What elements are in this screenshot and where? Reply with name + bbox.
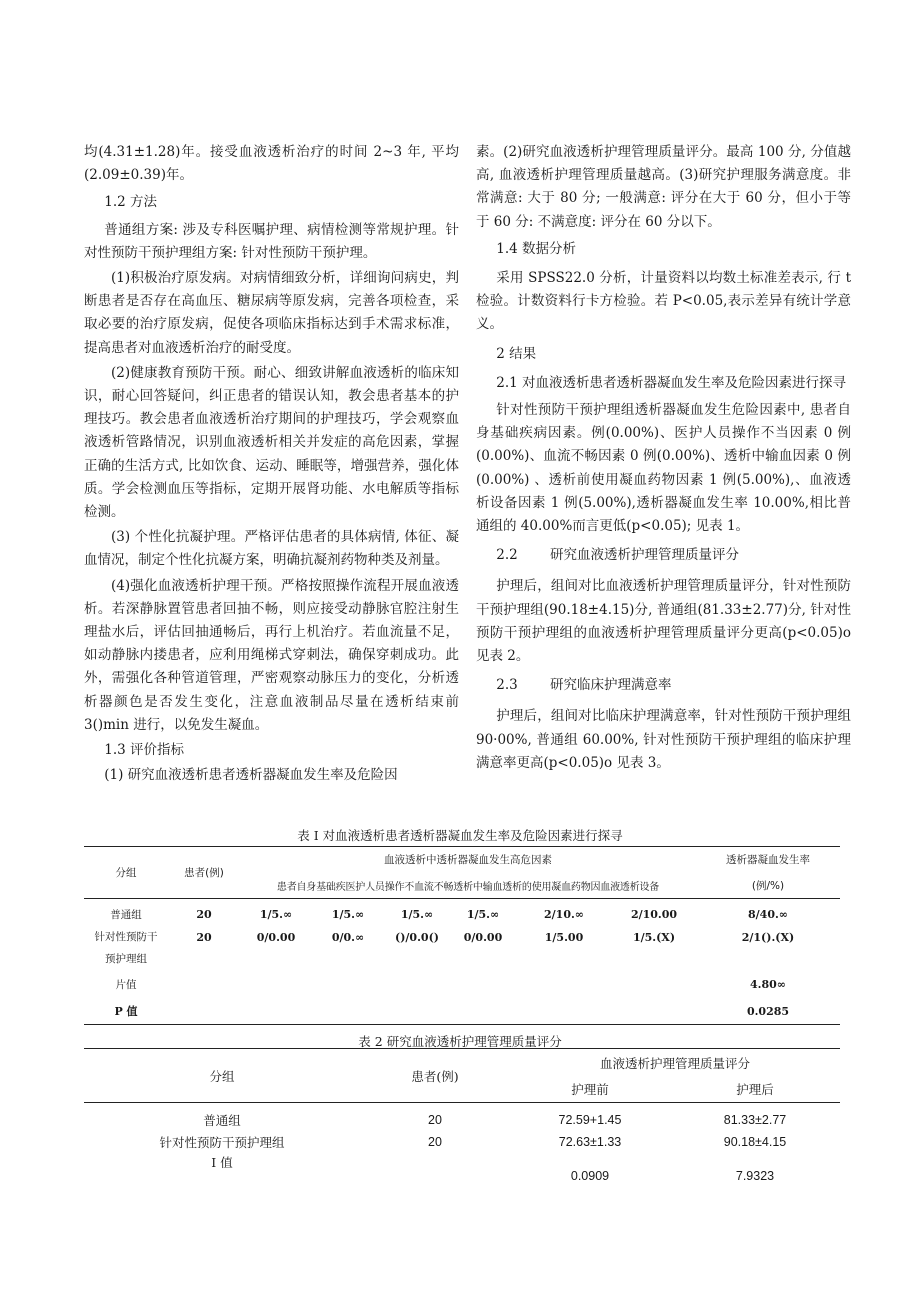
section-heading: 1.3 评价指标 xyxy=(104,742,185,759)
table1-cell-n: 20 xyxy=(196,930,212,944)
table-row xyxy=(84,925,840,971)
table2-cell-group: 针对性预防干预护理组 xyxy=(159,1134,285,1150)
section-heading: 2.3 研究临床护理满意率 xyxy=(496,677,672,694)
table1-cell: 1/5.∞ xyxy=(331,908,365,921)
table1-cell-group-cont: 预护理组 xyxy=(105,952,147,965)
table1-cell: 0/0.00 xyxy=(256,930,296,944)
paragraph: 均(4.31±1.28)年。接受血液透析治疗的时间 2~3 年, 平均(2.09±0.39)年。 xyxy=(84,144,459,184)
table1-cell: 1/5.∞ xyxy=(259,908,293,921)
paragraph: (1) 研究血液透析患者透析器凝血发生率及危险因 xyxy=(104,767,398,784)
table2-caption: 表 2 研究血液透析护理管理质量评分 xyxy=(358,1034,562,1049)
table2-t-after: 7.9323 xyxy=(735,1168,775,1183)
table2-header-after: 护理后 xyxy=(670,1077,840,1103)
table2-cell-before: 72.63±1.33 xyxy=(558,1134,622,1149)
table1-chi-value: 4.80∞ xyxy=(750,978,786,991)
table2-t-label: I 值 xyxy=(211,1154,233,1170)
table2-cell-after: 90.18±4.15 xyxy=(723,1134,787,1149)
table1-header-rate: 透析器凝血发生率 xyxy=(696,847,840,873)
right-column xyxy=(476,141,851,775)
table-row xyxy=(84,1131,840,1153)
section-heading: 1.2 方法 xyxy=(104,194,158,211)
table1-cell: 1/5.00 xyxy=(544,930,584,944)
section-heading: 2 结果 xyxy=(496,345,537,362)
table1-header-risk: 血液透析中透析器凝血发生高危因素 xyxy=(240,847,696,873)
table1-chi-label: 片值 xyxy=(115,979,137,991)
paragraph: 护理后，组间对比临床护理满意率，针对性预防干预护理组 90·00%, 普通组 60.00%, 针对性预防干预护理组的临床护理满意率更高(p<0.05)o 见表 3。 xyxy=(476,708,851,771)
section-heading: 2.1 对血液透析患者透析器凝血发生率及危险因素进行探寻 xyxy=(496,374,847,391)
table1-header-rate-unit: (例/%) xyxy=(696,873,840,899)
paragraph: (2)健康教育预防干预。耐心、细致讲解血液透析的临床知识，耐心回答疑问，纠正患者的错误认知，教会患者基本的护理技巧。教会患者血液透析治疗期间的护理技巧，学会观察血液透析管路情况，识别血液透析相关并发症的高危因素，掌握正确的生活方式, 比如饮食、运动、睡眠等，增强营养，强化体质。学会检测血压等指标，定期开展肾功能、水电解质等指标检测。 xyxy=(84,364,459,521)
table1-header-patients: 患者(例) xyxy=(168,847,240,899)
section-heading: 1.4 数据分析 xyxy=(496,240,577,257)
paragraph: 素。(2)研究血液透析护理管理质量评分。最高 100 分, 分值越高, 血液透析护理管理质量越高。(3)研究护理服务满意度。非常满意: 大于 80 分; 一般满意: 评分在大于 60 分，但小于等于 60 分: 不满意度: 评分在 60 分以下。 xyxy=(476,144,851,230)
table2 xyxy=(84,1048,840,1187)
table1-cell-group: 普通组 xyxy=(110,909,142,921)
table1-header-group: 分组 xyxy=(84,847,168,899)
table1-cell: 0/0.∞ xyxy=(331,930,365,944)
table1-cell: 1/5.(X) xyxy=(632,930,676,944)
table-row xyxy=(84,1109,840,1131)
table1-cell-rate: 8/40.∞ xyxy=(748,908,788,921)
table2-t-before: 0.0909 xyxy=(570,1168,610,1183)
table1-cell-group: 针对性预防干 xyxy=(94,930,158,943)
left-column xyxy=(84,141,459,787)
table1-cell: 1/5.∞ xyxy=(400,908,434,921)
table2-cell-group: 普通组 xyxy=(203,1112,241,1128)
table1-cell-rate: 2/1().(X) xyxy=(741,930,795,944)
table2-cell-n: 20 xyxy=(428,1134,442,1149)
table2-header-group: 分组 xyxy=(84,1049,360,1103)
section-heading: 2.2 研究血液透析护理管理质量评分 xyxy=(496,547,740,564)
table1-cell: 2/10.00 xyxy=(630,908,678,921)
paragraph: 采用 SPSS22.0 分析，计量资料以均数土标准差表示, 行 t 检验。计数资料行卡方检验。若 P<0.05,表示差异有统计学意义。 xyxy=(476,270,851,333)
paragraph: (1)积极治疗原发病。对病情细致分析，详细询问病史，判断患者是否存在高血压、糖尿病等原发病，完善各项检查，采取必要的治疗原发病，促使各项临床指标达到手术需求标准，提高患者对血液透析治疗的耐受度。 xyxy=(84,270,459,356)
table-row xyxy=(84,905,840,925)
paragraph: (3) 个性化抗凝护理。严格评估患者的具体病情, 体征、凝血情况，制定个性化抗凝方案，明确抗凝剂药物种类及剂量。 xyxy=(84,529,459,569)
table1-cell-n: 20 xyxy=(196,908,212,921)
paragraph: (4)强化血液透析护理干预。严格按照操作流程开展血液透析。若深静脉置管患者回抽不畅，则应接受动静脉官腔注射生理盐水后，评估回抽通畅后，再行上机治疗。若血流量不足，如动静脉内搂患者，应利用绳梯式穿刺法，确保穿刺成功。此外，需强化各种管道管理，严密观察动脉压力的变化，分析透析器颜色是否发生变化，注意血液制品尽量在透析结束前 3()min 进行，以免发生凝血。 xyxy=(84,577,459,733)
table1-p-label: P 值 xyxy=(84,999,168,1025)
table1-caption: 表 I 对血液透析患者透析器凝血发生率及危险因素进行探寻 xyxy=(297,828,623,843)
table1-cell: ()/0.0() xyxy=(395,930,439,944)
table2-cell-before: 72.59+1.45 xyxy=(558,1112,622,1127)
table2-header-patients: 患者(例) xyxy=(360,1049,510,1103)
paragraph: 针对性预防干预护理组透析器凝血发生危险因素中, 患者自身基础疾病因素。例(0.00%)、医护人员操作不当因素 0 例(0.00%)、血流不畅因素 0 例(0.00%)、透析中输血因素 0 例(0.00%) 、透析前使用凝血药物因素 1 例(5.00%),、血液透析设备因素 1 例(5.00%),透析器凝血发生率 10.00%,相比普通组的 40.00%而言更低(p<0.05); 见表 1。 xyxy=(476,402,851,535)
table2-cell-after: 81.33±2.77 xyxy=(723,1112,787,1127)
table1-risk-subheaders: 患者自身基础疾医护人员操作不血流不畅透析中输血透析的使用凝血药物因血液透析设备 xyxy=(240,873,696,899)
paragraph: 普通组方案: 涉及专科医嘱护理、病情检测等常规护理。针对性预防干预护理组方案: 针对性预防干预护理。 xyxy=(84,221,459,261)
table2-cell-n: 20 xyxy=(428,1112,442,1127)
table1-p-value: 0.0285 xyxy=(696,999,840,1025)
table1-cell: 2/10.∞ xyxy=(544,908,584,921)
table1-cell: 0/0.00 xyxy=(463,930,503,944)
table1 xyxy=(84,846,840,1025)
table1-cell: 1/5.∞ xyxy=(466,908,500,921)
table2-header-score: 血液透析护理管理质量评分 xyxy=(510,1049,840,1077)
table2-header-before: 护理前 xyxy=(510,1077,670,1103)
paragraph: 护理后，组间对比血液透析护理管理质量评分，针对性预防干预护理组(90.18±4.15)分, 普通组(81.33±2.77)分, 针对性预防干预护理组的血液透析护理管理质量评分更高(p<0.05)o 见表 2。 xyxy=(476,578,851,665)
